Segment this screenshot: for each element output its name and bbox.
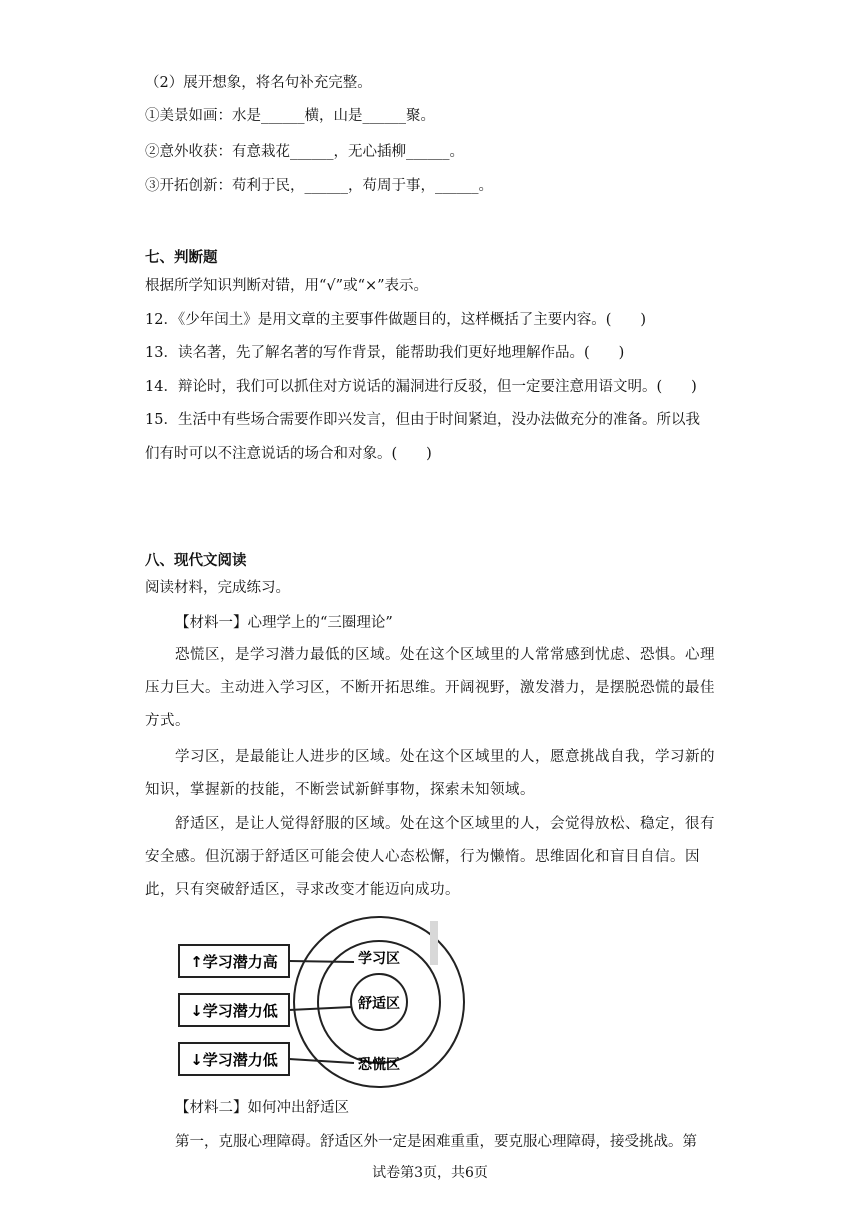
section7-instruction: 根据所学知识判断对错，用“√”或“×”表示。 (145, 278, 429, 294)
box-low-potential-2-label: ↓学习潜力低 (190, 1051, 278, 1069)
material2-title: 【材料二】如何冲出舒适区 (175, 1100, 349, 1116)
box-low-potential-1-label: ↓学习潜力低 (190, 1002, 278, 1020)
ring-inner-label: 舒适区 (358, 996, 400, 1012)
question-14: 14．辩论时，我们可以抓住对方说话的漏洞进行反驳，但一定要注意用语文明。( ) (145, 379, 697, 395)
connector-low-1 (289, 1007, 352, 1010)
connector-low-2 (289, 1059, 354, 1063)
question-15-line2: 们有时可以不注意说话的场合和对象。( ) (145, 446, 432, 462)
q2-item-2: ②意外收获：有意栽花______，无心插柳______。 (145, 144, 464, 160)
connector-high (289, 961, 354, 962)
question-15-line1: 15．生活中有些场合需要作即兴发言，但由于时间紧迫，没办法做充分的准备。所以我 (145, 412, 700, 428)
scan-mark (430, 921, 438, 965)
q2-item-3: ③开拓创新：苟利于民，______，苟周于事，______。 (145, 178, 493, 194)
q2-item-1: ①美景如画：水是______横，山是______聚。 (145, 108, 435, 124)
ring-middle-label: 学习区 (358, 951, 400, 967)
page-footer: 试卷第3页，共6页 (372, 1165, 488, 1181)
paragraph-first-step: 第一，克服心理障碍。舒适区外一定是困难重重，要克服心理障碍，接受挑战。第 (175, 1134, 697, 1150)
section7-title: 七、判断题 (145, 250, 218, 266)
paragraph-learning-zone: 学习区，是最能让人进步的区域。处在这个区域里的人，愿意挑战自我，学习新的知识，掌握新的技能，不断尝试新鲜事物，探索未知领域。 (145, 749, 715, 798)
three-circle-diagram (176, 915, 476, 1090)
section8-instruction: 阅读材料，完成练习。 (145, 580, 290, 596)
question-12: 12．《少年闰土》是用文章的主要事件做题目的，这样概括了主要内容。( ) (145, 312, 647, 328)
box-high-potential-label: ↑学习潜力高 (190, 953, 278, 971)
paragraph-panic-zone: 恐慌区，是学习潜力最低的区域。处在这个区域里的人常常感到忧虑、恐惧。心理压力巨大。主动进入学习区，不断开拓思维。开阔视野，激发潜力，是摆脱恐慌的最佳方式。 (145, 647, 715, 729)
paragraph-comfort-zone: 舒适区，是让人觉得舒服的区域。处在这个区域里的人，会觉得放松、稳定，很有安全感。但沉溺于舒适区可能会使人心态松懈，行为懒惰。思维固化和盲目自信。因此，只有突破舒适区，寻求改变才能迈向成功。 (145, 816, 715, 898)
material1-title: 【材料一】心理学上的“三圈理论” (175, 615, 393, 631)
ring-outer-label: 恐慌区 (358, 1057, 400, 1073)
q2-prompt: （2）展开想象，将名句补充完整。 (145, 75, 372, 91)
section8-title: 八、现代文阅读 (145, 553, 247, 569)
question-13: 13．读名著，先了解名著的写作背景，能帮助我们更好地理解作品。( ) (145, 345, 625, 361)
